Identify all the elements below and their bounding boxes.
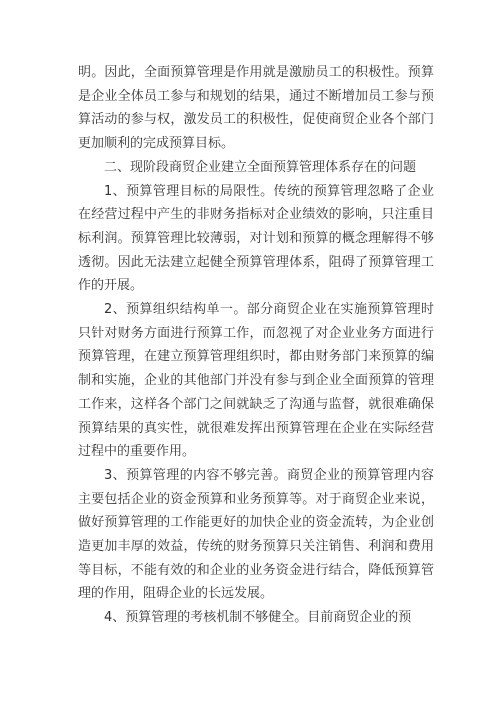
paragraph-item-1: 1、预算管理目标的局限性。传统的预算管理忽略了企业在经营过程中产生的非财务指标对企业绩效的影响，只注重目标利润。预算管理比较薄弱，对计划和预算的概念理解得不够透彻。因此无法建立起健全预算管理体系，阻碍了预算管理工作的开展。 — [78, 183, 434, 294]
document-body — [78, 61, 434, 630]
paragraph-continuation: 明。因此，全面预算管理是作用就是激励员工的积极性。预算是企业全体员工参与和规划的结果，通过不断增加员工参与预算活动的参与权，激发员工的积极性，促使商贸企业各个部门更加顺利的完成预算目标。 — [78, 65, 434, 152]
paragraph-item-4: 4、预算管理的考核机制不够健全。目前商贸企业的预 — [104, 610, 412, 626]
paragraph-item-3: 3、预算管理的内容不够完善。商贸企业的预算管理内容主要包括企业的资金预算和业务预算等。对于商贸企业来说，做好预算管理的工作能更好的加快企业的资金流转，为企业创造更加丰厚的效益，传统的财务预算只关注销售、利润和费用等目标，不能有效的和企业的业务资金进行结合，降低预算管理的作用，阻碍企业的长远发展。 — [78, 467, 434, 602]
section-heading: 二、现阶段商贸企业建立全面预算管理体系存在的问题 — [104, 159, 417, 175]
paragraph-item-2: 2、预算组织结构单一。部分商贸企业在实施预算管理时只针对财务方面进行预算工作，而忽视了对企业业务方面进行预算管理，在建立预算管理组织时，都由财务部门来预算的编制和实施，企业的其他部门并没有参与到企业全面预算的管理工作来，这样各个部门之间就缺乏了沟通与监督，就很难确保预算结果的真实性，就很难发挥出预算管理在企业在实际经营过程中的重要作用。 — [78, 302, 434, 460]
